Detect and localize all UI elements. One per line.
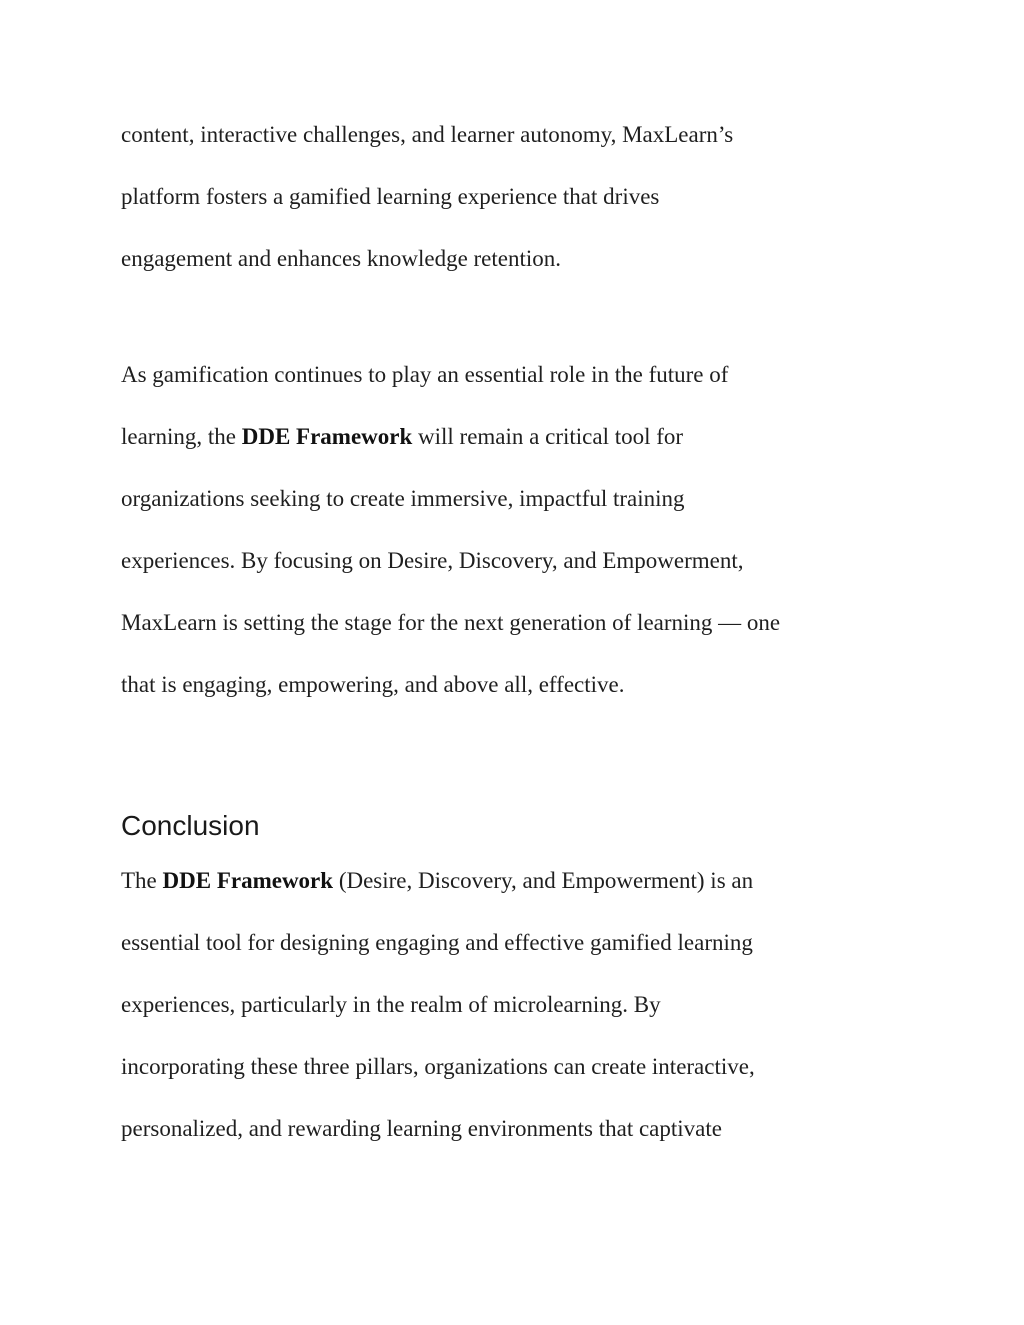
conclusion-line-4: incorporating these three pillars, organizations can create interactive, xyxy=(121,1054,755,1079)
paragraph-2-line-2 xyxy=(121,422,683,452)
conclusion-line-3: experiences, particularly in the realm of microlearning. By xyxy=(121,992,661,1017)
paragraph-1-line-1: content, interactive challenges, and learner autonomy, MaxLearn’s xyxy=(121,122,734,147)
paragraph-2-line-1: As gamification continues to play an essential role in the future of xyxy=(121,362,729,387)
paragraph-2-line-2-text-a: learning, the xyxy=(121,424,242,449)
conclusion-line-1 xyxy=(121,866,753,896)
paragraph-1-line-3: engagement and enhances knowledge retention. xyxy=(121,246,562,271)
paragraph-2-line-5: MaxLearn is setting the stage for the next generation of learning — one xyxy=(121,610,781,635)
dde-framework-emphasis: DDE Framework xyxy=(241,424,413,449)
conclusion-line-2: essential tool for designing engaging and effective gamified learning xyxy=(121,930,753,955)
conclusion-heading: Conclusion xyxy=(121,810,260,841)
paragraph-1-line-2: platform fosters a gamified learning experience that drives xyxy=(121,184,660,209)
conclusion-line-1-text-a: The xyxy=(121,868,163,893)
paragraph-2-line-6: that is engaging, empowering, and above all, effective. xyxy=(121,672,625,697)
conclusion-line-5: personalized, and rewarding learning environments that captivate xyxy=(121,1116,722,1141)
dde-framework-emphasis: DDE Framework xyxy=(162,868,334,893)
paragraph-2-line-4: experiences. By focusing on Desire, Discovery, and Empowerment, xyxy=(121,548,744,573)
paragraph-2-line-3: organizations seeking to create immersive, impactful training xyxy=(121,486,685,511)
paragraph-2-line-2-text-b: will remain a critical tool for xyxy=(412,424,684,449)
conclusion-line-1-text-b: (Desire, Discovery, and Empowerment) is an xyxy=(333,868,754,893)
